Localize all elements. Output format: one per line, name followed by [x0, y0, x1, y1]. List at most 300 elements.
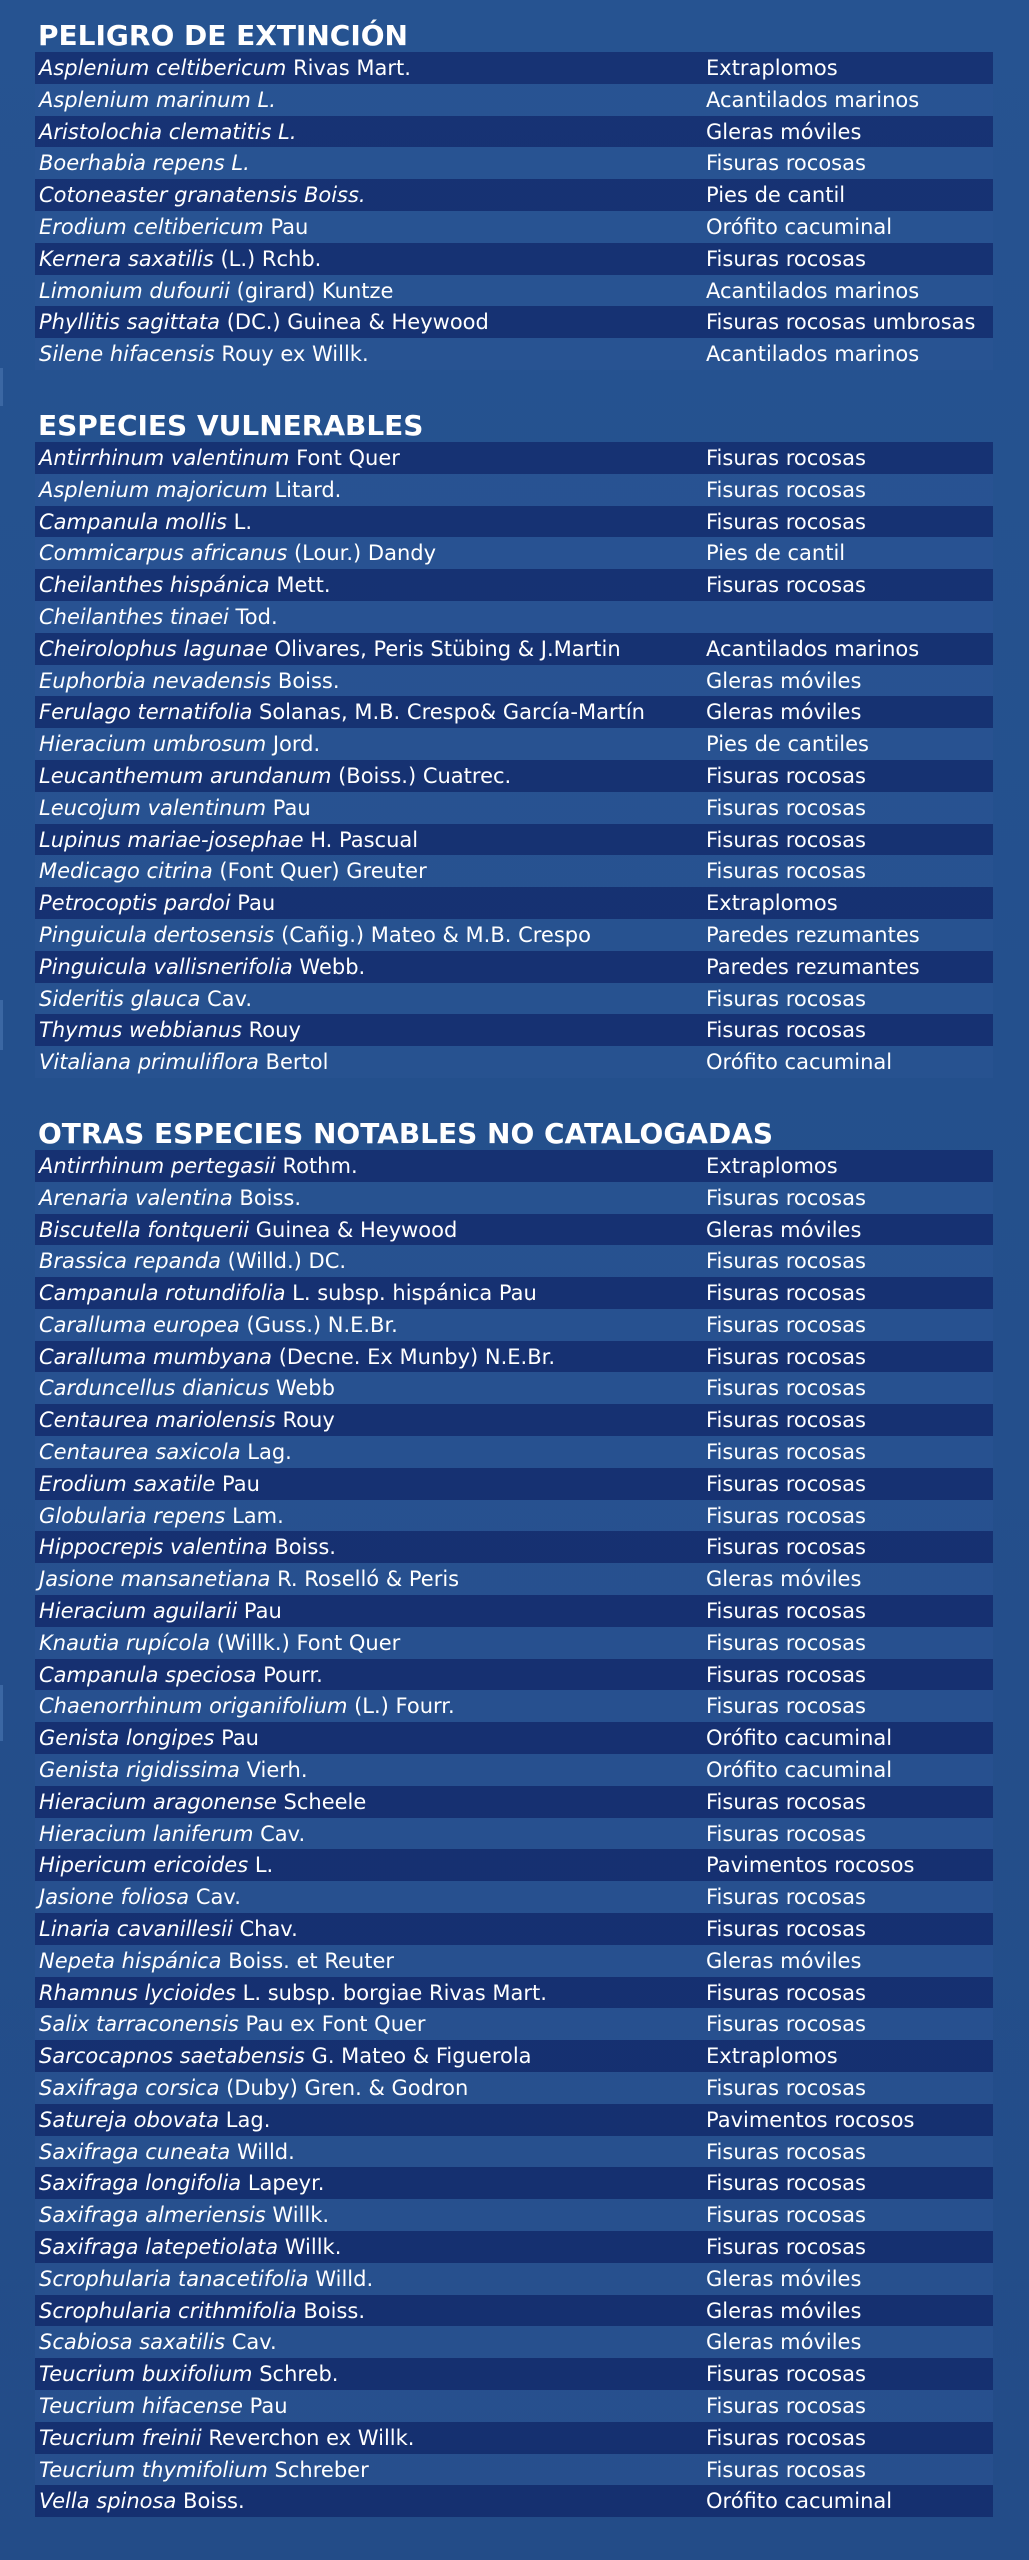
species-name	[39, 1404, 335, 1436]
species-name	[39, 633, 621, 665]
habitat: Fisuras rocosas	[706, 1376, 866, 1401]
author-citation: Cav.	[231, 2330, 277, 2355]
author-citation: (DC.) Guinea & Heywood	[226, 310, 489, 335]
scientific-name: Boerhabia repens L.	[39, 151, 250, 176]
table-row	[35, 601, 993, 633]
table-row	[35, 1046, 993, 1078]
habitat: Gleras móviles	[706, 119, 862, 144]
table-row	[35, 2358, 993, 2390]
scientific-name: Teucrium hifacense	[39, 2393, 243, 2418]
scientific-name: Silene hifacensis	[39, 342, 215, 367]
table-row	[35, 2104, 993, 2136]
habitat: Extraplomos	[706, 891, 838, 916]
habitat: Orófito cacuminal	[706, 214, 893, 239]
species-name	[39, 1277, 537, 1309]
scientific-name: Saxifraga corsica	[39, 2076, 220, 2101]
species-name	[39, 1309, 398, 1341]
author-citation: Font Quer	[296, 445, 400, 470]
habitat: Fisuras rocosas	[706, 151, 866, 176]
table-row	[35, 760, 993, 792]
author-citation: Webb	[275, 1376, 335, 1401]
species-name	[39, 1945, 394, 1977]
author-citation: Lam.	[232, 1503, 284, 1528]
habitat: Fisuras rocosas umbrosas	[706, 310, 976, 335]
habitat: Fisuras rocosas	[706, 2076, 866, 2101]
author-citation: (Willd.) DC.	[227, 1249, 347, 1274]
scientific-name: Saxifraga latepetiolata	[39, 2235, 279, 2259]
species-name	[39, 52, 411, 84]
habitat: Fisuras rocosas	[706, 1281, 866, 1306]
species-name	[39, 601, 278, 633]
habitat: Orófito cacuminal	[706, 1726, 893, 1751]
scientific-name: Hieracium laniferum	[39, 1821, 254, 1846]
species-name	[39, 1595, 282, 1627]
scientific-name: Pinguicula dertosensis	[39, 922, 275, 947]
habitat: Fisuras rocosas	[706, 763, 866, 788]
table-row	[35, 537, 993, 569]
scientific-name: Ferulago ternatifolia	[39, 700, 253, 725]
scientific-name: Vitaliana primuliflora	[39, 1050, 259, 1075]
species-name	[39, 696, 645, 728]
table-row	[35, 1500, 993, 1532]
table-row	[35, 147, 993, 179]
table-row	[35, 2199, 993, 2231]
habitat: Fisuras rocosas	[706, 1599, 866, 1624]
table-row	[35, 2326, 993, 2358]
scientific-name: Petrocoptis pardoi	[39, 891, 231, 916]
table-row	[35, 1754, 993, 1786]
habitat: Fisuras rocosas	[706, 1694, 866, 1719]
table-row	[35, 1913, 993, 1945]
species-name	[39, 2485, 245, 2517]
scientific-name: Globularia repens	[39, 1503, 226, 1528]
table-row	[35, 1786, 993, 1818]
species-name	[39, 306, 489, 338]
species-name	[39, 728, 320, 760]
author-citation: R. Roselló & Peris	[277, 1567, 460, 1592]
scientific-name: Limonium dufourii	[39, 278, 230, 303]
table-row	[35, 1372, 993, 1404]
left-edge-mark	[0, 1685, 3, 1741]
species-name	[39, 1014, 301, 1046]
habitat: Gleras móviles	[706, 700, 862, 725]
habitat: Fisuras rocosas	[706, 1408, 866, 1433]
table-row	[35, 211, 993, 243]
author-citation: (Decne. Ex Munby) N.E.Br.	[278, 1344, 555, 1369]
habitat: Fisuras rocosas	[706, 477, 866, 502]
table-row	[35, 1881, 993, 1913]
scientific-name: Cheilanthes tinaei	[39, 604, 229, 629]
author-citation: Willd.	[315, 2266, 374, 2291]
scientific-name: Biscutella fontquerii	[39, 1217, 250, 1242]
section-especies-vulnerables	[35, 404, 993, 1078]
species-name	[39, 179, 366, 211]
scientific-name: Brassica repanda	[39, 1249, 221, 1274]
table-row	[35, 887, 993, 919]
author-citation: Litard.	[274, 477, 342, 502]
author-citation: (Boiss.) Cuatrec.	[338, 763, 512, 788]
habitat: Fisuras rocosas	[706, 2171, 866, 2196]
species-table	[35, 442, 993, 1078]
author-citation: (L.) Rchb.	[220, 246, 322, 271]
habitat: Fisuras rocosas	[706, 509, 866, 534]
habitat: Acantilados marinos	[706, 87, 920, 112]
habitat: Fisuras rocosas	[706, 2235, 866, 2259]
table-row	[35, 2454, 993, 2486]
scientific-name: Pinguicula vallisnerifolia	[39, 954, 293, 979]
species-name	[39, 2008, 426, 2040]
author-citation: Pau	[249, 2393, 288, 2418]
species-name	[39, 442, 400, 474]
scientific-name: Asplenium majoricum	[39, 477, 268, 502]
scientific-name: Euphorbia nevadensis	[39, 668, 272, 693]
scientific-name: Aristolochia clematitis L.	[39, 119, 297, 144]
habitat: Fisuras rocosas	[706, 795, 866, 820]
scientific-name: Genista longipes	[39, 1726, 215, 1751]
scientific-name: Centaurea mariolensis	[39, 1408, 276, 1433]
author-citation: L. subsp. borgiae Rivas Mart.	[242, 1980, 547, 2005]
habitat: Pies de cantil	[706, 183, 846, 208]
author-citation: Boiss.	[183, 2489, 245, 2514]
scientific-name: Hieracium aragonense	[39, 1789, 277, 1814]
scientific-name: Genista rigidissima	[39, 1758, 240, 1783]
species-name	[39, 84, 276, 116]
habitat: Fisuras rocosas	[706, 1789, 866, 1814]
table-row	[35, 179, 993, 211]
scientific-name: Erodium celtibericum	[39, 214, 264, 239]
table-row	[35, 2485, 993, 2517]
habitat: Fisuras rocosas	[706, 2393, 866, 2418]
scientific-name: Erodium saxatile	[39, 1471, 216, 1496]
scientific-name: Cotoneaster granatensis Boiss.	[39, 183, 366, 208]
scientific-name: Leucanthemum arundanum	[39, 763, 332, 788]
section-spacer	[35, 370, 993, 404]
species-table	[35, 1150, 993, 2517]
table-row	[35, 792, 993, 824]
table-row	[35, 52, 993, 84]
table-row	[35, 2263, 993, 2295]
author-citation: Cav.	[195, 1885, 241, 1910]
author-citation: (Duby) Gren. & Godron	[226, 2076, 469, 2101]
species-name	[39, 2072, 468, 2104]
habitat: Extraplomos	[706, 1153, 838, 1178]
table-row	[35, 1014, 993, 1046]
scientific-name: Teucrium freinii	[39, 2425, 202, 2450]
habitat: Acantilados marinos	[706, 278, 920, 303]
species-name	[39, 1818, 305, 1850]
table-row	[35, 1722, 993, 1754]
author-citation: Willk.	[272, 2203, 330, 2228]
table-row	[35, 506, 993, 538]
author-citation: Schreb.	[259, 2362, 339, 2387]
left-edge-mark	[0, 368, 3, 406]
species-name	[39, 1245, 346, 1277]
habitat: Fisuras rocosas	[706, 1535, 866, 1560]
scientific-name: Knautia rupícola	[39, 1630, 211, 1655]
table-row	[35, 1690, 993, 1722]
author-citation: (girard) Kuntze	[236, 278, 394, 303]
scientific-name: Leucojum valentinum	[39, 795, 267, 820]
table-row	[35, 1977, 993, 2009]
habitat: Acantilados marinos	[706, 636, 920, 661]
scientific-name: Centaurea saxicola	[39, 1440, 241, 1465]
species-name	[39, 1372, 335, 1404]
author-citation: Rouy	[248, 1018, 301, 1043]
habitat: Fisuras rocosas	[706, 1018, 866, 1043]
table-row	[35, 1404, 993, 1436]
habitat: Gleras móviles	[706, 1217, 862, 1242]
author-citation: Rivas Mart.	[293, 56, 411, 80]
author-citation: (Lour.) Dandy	[293, 541, 437, 566]
author-citation: Pau	[221, 1471, 260, 1496]
author-citation: Cav.	[260, 1821, 306, 1846]
scientific-name: Jasione mansanetiana	[39, 1567, 271, 1592]
species-name	[39, 760, 511, 792]
species-name	[39, 211, 308, 243]
left-edge-mark	[0, 1000, 3, 1050]
table-row	[35, 2231, 993, 2263]
habitat: Fisuras rocosas	[706, 246, 866, 271]
table-row	[35, 1563, 993, 1595]
scientific-name: Teucrium thymifolium	[39, 2457, 268, 2482]
table-row	[35, 665, 993, 697]
species-name	[39, 983, 252, 1015]
scientific-name: Campanula speciosa	[39, 1662, 257, 1687]
species-name	[39, 569, 331, 601]
species-name	[39, 1659, 323, 1691]
table-row	[35, 2167, 993, 2199]
habitat: Fisuras rocosas	[706, 1662, 866, 1687]
habitat: Fisuras rocosas	[706, 2362, 866, 2387]
table-row	[35, 1595, 993, 1627]
table-row	[35, 84, 993, 116]
habitat: Fisuras rocosas	[706, 986, 866, 1011]
scientific-name: Kernera saxatilis	[39, 246, 214, 271]
scientific-name: Asplenium marinum L.	[39, 87, 276, 112]
table-row	[35, 474, 993, 506]
author-citation: H. Pascual	[310, 827, 419, 852]
habitat: Fisuras rocosas	[706, 573, 866, 598]
author-citation: Jord.	[272, 732, 321, 757]
author-citation: G. Mateo & Figuerola	[311, 2044, 532, 2069]
species-name	[39, 1913, 298, 1945]
habitat: Gleras móviles	[706, 1567, 862, 1592]
species-name	[39, 1468, 260, 1500]
table-row	[35, 1436, 993, 1468]
table-row	[35, 1945, 993, 1977]
scientific-name: Hieracium aguilarii	[39, 1599, 238, 1624]
author-citation: (Willk.) Font Quer	[216, 1630, 401, 1655]
scientific-name: Sideritis glauca	[39, 986, 201, 1011]
species-name	[39, 2167, 325, 2199]
habitat: Orófito cacuminal	[706, 2489, 893, 2514]
table-row	[35, 1627, 993, 1659]
author-citation: Lag.	[225, 2107, 271, 2132]
table-row	[35, 2072, 993, 2104]
author-citation: Pau	[272, 795, 311, 820]
table-row	[35, 696, 993, 728]
species-name	[39, 1531, 336, 1563]
species-name	[39, 665, 340, 697]
table-row	[35, 338, 993, 370]
author-citation: Boiss.	[303, 2298, 365, 2323]
scientific-name: Rhamnus lycioides	[39, 1980, 236, 2005]
author-citation: Rouy ex Willk.	[221, 342, 369, 367]
author-citation: Pourr.	[263, 1662, 323, 1687]
scientific-name: Teucrium buxifolium	[39, 2362, 253, 2387]
species-name	[39, 1182, 301, 1214]
table-row	[35, 275, 993, 307]
habitat: Orófito cacuminal	[706, 1758, 893, 1783]
table-row	[35, 2136, 993, 2168]
table-row	[35, 633, 993, 665]
habitat: Fisuras rocosas	[706, 1821, 866, 1846]
author-citation: L. subsp. hispánica Pau	[292, 1281, 537, 1306]
scientific-name: Saxifraga longifolia	[39, 2171, 242, 2196]
table-row	[35, 2422, 993, 2454]
author-citation: Solanas, M.B. Crespo& García-Martín	[259, 700, 645, 725]
author-citation: Tod.	[235, 604, 278, 629]
table-row	[35, 983, 993, 1015]
author-citation: (Guss.) N.E.Br.	[246, 1312, 398, 1337]
author-citation: Bertol	[265, 1050, 329, 1075]
scientific-name: Campanula rotundifolia	[39, 1281, 286, 1306]
table-row	[35, 569, 993, 601]
author-citation: L.	[233, 509, 252, 534]
section-otras-especies	[35, 1112, 993, 2517]
section-heading: ESPECIES VULNERABLES	[38, 408, 424, 442]
species-name	[39, 1977, 547, 2009]
author-citation: Guinea & Heywood	[255, 1217, 458, 1242]
species-name	[39, 1500, 284, 1532]
scientific-name: Linaria cavanillesii	[39, 1917, 233, 1942]
section-peligro-extincion	[35, 14, 993, 370]
scientific-name: Commicarpus africanus	[39, 541, 288, 566]
author-citation: Pau	[270, 214, 309, 239]
species-name	[39, 1849, 273, 1881]
table-row	[35, 824, 993, 856]
species-name	[39, 2199, 329, 2231]
author-citation: Boiss.	[239, 1185, 302, 1210]
species-name	[39, 116, 297, 148]
table-row	[35, 1659, 993, 1691]
species-name	[39, 824, 418, 856]
author-citation: Olivares, Peris Stübing & J.Martin	[274, 636, 621, 661]
habitat: Pavimentos rocosos	[706, 1853, 915, 1878]
author-citation: Reverchon ex Willk.	[208, 2425, 415, 2450]
species-name	[39, 2422, 414, 2454]
species-name	[39, 1046, 328, 1078]
scientific-name: Satureja obovata	[39, 2107, 220, 2132]
author-citation: Lapeyr.	[247, 2171, 325, 2196]
species-name	[39, 537, 436, 569]
habitat: Orófito cacuminal	[706, 1050, 893, 1075]
species-name	[39, 275, 393, 307]
species-name	[39, 887, 275, 919]
species-name	[39, 2390, 288, 2422]
habitat: Fisuras rocosas	[706, 1312, 866, 1337]
table-row	[35, 1309, 993, 1341]
habitat: Fisuras rocosas	[706, 1344, 866, 1369]
species-name	[39, 1627, 400, 1659]
scientific-name: Campanula mollis	[39, 509, 227, 534]
section-spacer	[35, 1078, 993, 1112]
author-citation: Boiss.	[277, 668, 340, 693]
author-citation: (Cañig.) Mateo & M.B. Crespo	[281, 922, 591, 947]
author-citation: Pau ex Font Quer	[245, 2012, 426, 2037]
species-name	[39, 792, 311, 824]
table-row	[35, 1182, 993, 1214]
scientific-name: Phyllitis sagittata	[39, 310, 221, 335]
species-name	[39, 2454, 369, 2486]
scientific-name: Salix tarraconensis	[39, 2012, 239, 2037]
scientific-name: Antirrhinum valentinum	[39, 445, 290, 470]
habitat: Gleras móviles	[706, 668, 862, 693]
table-row	[35, 116, 993, 148]
scientific-name: Nepeta hispánica	[39, 1948, 222, 1973]
habitat: Pies de cantiles	[706, 732, 869, 757]
scientific-name: Scabiosa saxatilis	[39, 2330, 226, 2355]
scientific-name: Cheilanthes hispánica	[39, 573, 270, 598]
scientific-name: Saxifraga cuneata	[39, 2139, 231, 2164]
scientific-name: Chaenorrhinum origanifolium	[39, 1694, 348, 1719]
habitat: Gleras móviles	[706, 1948, 862, 1973]
scientific-name: Arenaria valentina	[39, 1185, 233, 1210]
species-name	[39, 919, 591, 951]
habitat: Fisuras rocosas	[706, 1980, 866, 2005]
table-row	[35, 1341, 993, 1373]
author-citation: (L.) Fourr.	[354, 1694, 455, 1719]
author-citation: Pau	[243, 1599, 282, 1624]
species-name	[39, 1881, 241, 1913]
author-citation: Webb.	[299, 954, 366, 979]
scientific-name: Antirrhinum pertegasii	[39, 1153, 276, 1178]
species-name	[39, 2358, 338, 2390]
species-name	[39, 474, 341, 506]
table-row	[35, 855, 993, 887]
scientific-name: Sarcocapnos saetabensis	[39, 2044, 305, 2069]
author-citation: Cav.	[207, 986, 253, 1011]
habitat: Extraplomos	[706, 2044, 838, 2069]
species-name	[39, 506, 252, 538]
habitat: Pies de cantil	[706, 541, 846, 566]
author-citation: L.	[254, 1853, 274, 1878]
habitat: Fisuras rocosas	[706, 2457, 866, 2482]
author-citation: Willk.	[284, 2235, 342, 2259]
species-name	[39, 2136, 295, 2168]
habitat: Fisuras rocosas	[706, 1471, 866, 1496]
author-citation: Boiss.	[274, 1535, 336, 1560]
table-row	[35, 2040, 993, 2072]
author-citation: Rothm.	[282, 1153, 358, 1178]
table-row	[35, 306, 993, 338]
habitat: Fisuras rocosas	[706, 1917, 866, 1942]
species-name	[39, 951, 365, 983]
author-citation: Vierh.	[246, 1758, 308, 1783]
habitat: Extraplomos	[706, 56, 838, 80]
habitat: Fisuras rocosas	[706, 827, 866, 852]
author-citation: Mett.	[276, 573, 331, 598]
species-name	[39, 1214, 457, 1246]
table-row	[35, 1818, 993, 1850]
habitat: Fisuras rocosas	[706, 1630, 866, 1655]
table-row	[35, 919, 993, 951]
habitat: Paredes rezumantes	[706, 922, 920, 947]
scientific-name: Scrophularia tanacetifolia	[39, 2266, 309, 2291]
species-name	[39, 2263, 373, 2295]
habitat: Fisuras rocosas	[706, 1440, 866, 1465]
author-citation: Rouy	[282, 1408, 335, 1433]
